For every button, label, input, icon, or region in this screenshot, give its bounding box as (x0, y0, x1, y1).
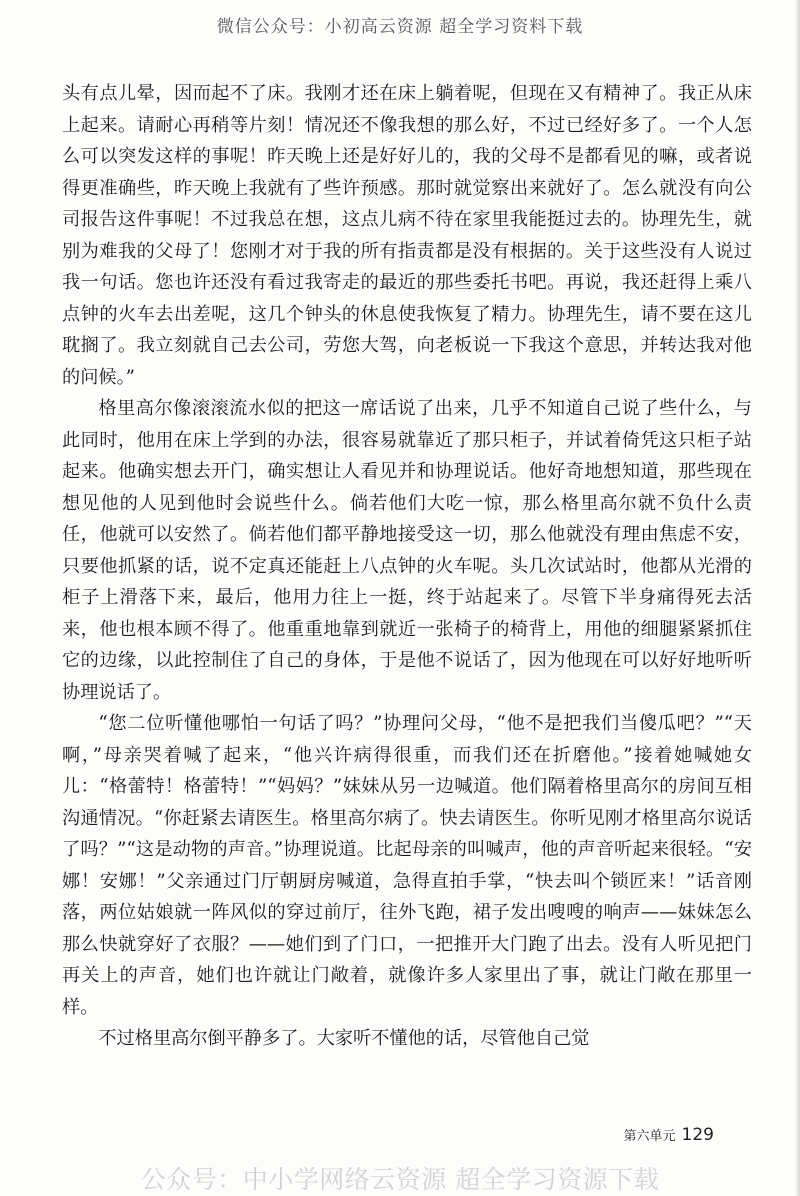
paragraph: “您二位听懂他哪怕一句话了吗？”协理问父母，“他不是把我们当傻瓜吧？”“天啊，”母亲哭着喊了起来，“他兴许病得很重，而我们还在折磨他。”接着她喊她女儿：“格蕾特！格蕾特！”“妈妈？”妹妹从另一边喊道。他们隔着格里高尔的房间互相沟通情况。“你赶紧去请医生。格里高尔病了。快去请医生。你听见刚才格里高尔说话了吗？”“这是动物的声音。”协理说道。比起母亲的叫喊声，他的声音听起来很轻。“安娜！安娜！”父亲通过门厅朝厨房喊道，急得直拍手掌，“快去叫个锁匠来！”话音刚落，两位姑娘就一阵风似的穿过前厅，往外飞跑，裙子发出嗖嗖的响声——妹妹怎么那么快就穿好了衣服？——她们到了门口，一把推开大门跑了出去。没有人听见把门再关上的声音，她们也许就让门敞着，就像许多人家里出了事，就让门敞在那里一样。 (62, 713, 752, 1018)
paragraph: 格里高尔像滚滚流水似的把这一席话说了出来，几乎不知道自己说了些什么，与此同时，他用在床上学到的办法，很容易就靠近了那只柜子，并试着倚凭这只柜子站起来。他确实想去开门，确实想让人看见并和协理说话。他好奇地想知道，那些现在想见他的人见到他时会说些什么。倘若他们大吃一惊，那么格里高尔就不负什么责任，他就可以安然了。倘若他们都平静地接受这一切，那么他就没有理由焦虑不安，只要他抓紧的话，说不定真还能赶上八点钟的火车呢。头几次试站时，他都从光滑的柜子上滑落下来，最后，他用力往上一挺，终于站起来了。尽管下半身痛得死去活来，他也根本顾不得了。他重重地靠到就近一张椅子的椅背上，用他的细腿紧紧抓住它的边缘，以此控制住了自己的身体，于是他不说话了，因为他现在可以好好地听听协理说话了。 (62, 398, 752, 703)
footer-watermark: 公众号：中小学网络云资源 超全学习资源下载 (140, 1165, 660, 1194)
header-watermark: 微信公众号：小初高云资源 超全学习资料下载 (216, 17, 584, 37)
page-edge-shadow (796, 0, 800, 1196)
paragraph-continued: 头有点儿晕，因而起不了床。我刚才还在床上躺着呢，但现在又有精神了。我正从床上起来。请耐心再稍等片刻！情况还不像我想的那么好，不过已经好多了。一个人怎么可以突发这样的事呢！昨天晚上还是好好儿的，我的父母不是都看见的嘛，或者说得更准确些，昨天晚上我就有了些许预感。那时就觉察出来就好了。怎么就没有向公司报告这件事呢！不过我总在想，这点儿病不待在家里我能挺过去的。协理先生，就别为难我的父母了！您刚才对于我的所有指责都是没有根据的。关于这些没有人说过我一句话。您也许还没有看过我寄走的最近的那些委托书吧。再说，我还赶得上乘八点钟的火车去出差呢，这几个钟头的休息使我恢复了精力。协理先生，请不要在这儿耽搁了。我立刻就自己去公司，劳您大驾，向老板说一下我这个意思，并转达我对他的问候。” (62, 83, 752, 388)
page-number: 129 (681, 1125, 714, 1145)
paragraph: 不过格里高尔倒平静多了。大家听不懂他的话，尽管他自己觉 (98, 1028, 590, 1049)
page-footer (624, 1125, 714, 1145)
body-text (62, 78, 752, 1055)
unit-label: 第六单元 (623, 1129, 676, 1144)
